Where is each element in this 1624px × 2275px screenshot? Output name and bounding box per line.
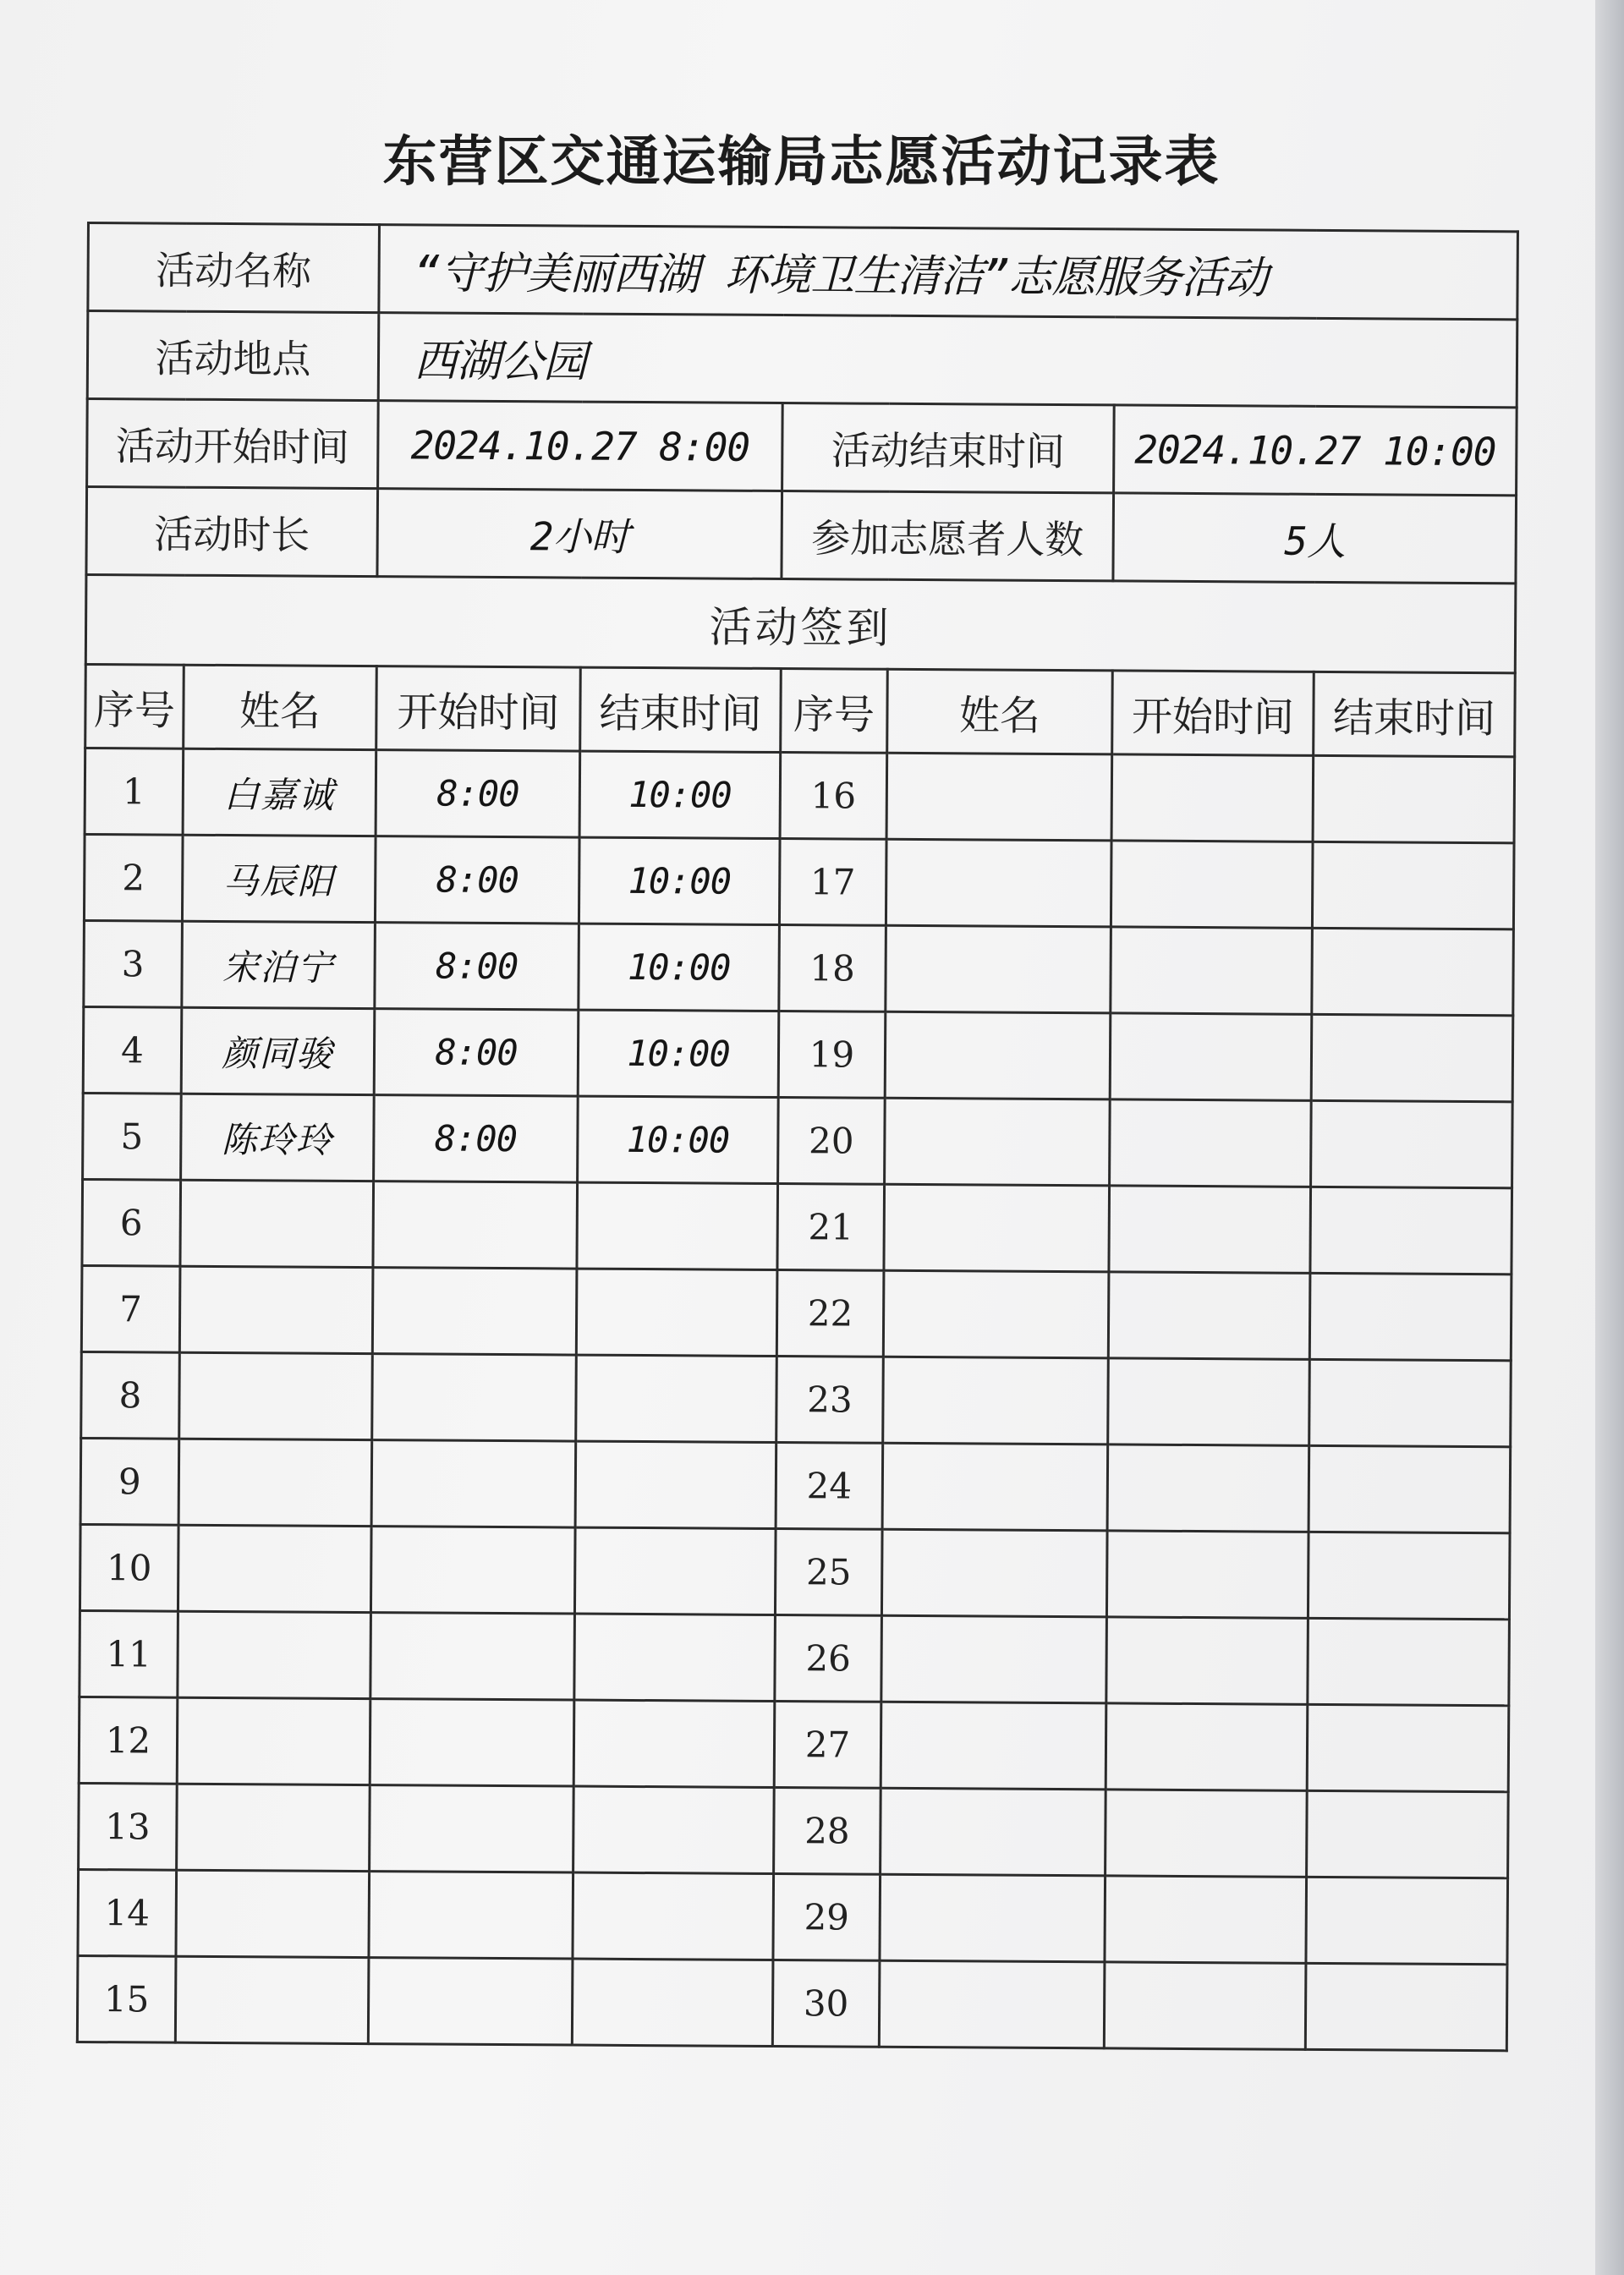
volunteer-end-time (576, 1355, 777, 1442)
volunteer-name (883, 1357, 1109, 1444)
volunteer-name (880, 1874, 1106, 1962)
volunteer-name (879, 1960, 1105, 2048)
row-times (87, 399, 1517, 496)
volunteer-end-time (1305, 1963, 1507, 2050)
volunteer-start-time (1105, 1876, 1307, 1963)
volunteer-no: 15 (77, 1955, 176, 2042)
volunteer-count-value: 5人 (1113, 493, 1517, 584)
start-time-value: 2024.10.27 8:00 (378, 401, 783, 491)
volunteer-start-time (1108, 1272, 1310, 1359)
volunteer-name (886, 753, 1112, 841)
table-row (82, 1179, 1512, 1274)
volunteer-no: 21 (777, 1184, 885, 1271)
activity-name-value: “守护美丽西湖 环境卫生清洁”志愿服务活动 (379, 225, 1518, 320)
location-value: 西湖公园 (378, 313, 1517, 408)
volunteer-name (881, 1529, 1107, 1617)
volunteer-name: 马辰阳 (182, 835, 376, 922)
volunteer-name: 白嘉诚 (183, 748, 376, 836)
volunteer-start-time (1106, 1531, 1309, 1618)
row-signin-title (85, 575, 1516, 673)
volunteer-name (179, 1352, 373, 1439)
volunteer-end-time (574, 1527, 776, 1614)
table-row (80, 1524, 1510, 1619)
info-section (85, 223, 1518, 757)
volunteer-no: 18 (779, 925, 886, 1012)
volunteer-name (884, 1184, 1110, 1272)
volunteer-no: 14 (78, 1869, 177, 1956)
volunteer-no: 16 (780, 753, 887, 840)
volunteer-end-time (1309, 1359, 1512, 1446)
header-start-left: 开始时间 (376, 666, 581, 751)
volunteer-name (883, 1270, 1109, 1358)
header-start-right: 开始时间 (1112, 671, 1314, 755)
volunteer-end-time (1306, 1877, 1508, 1964)
volunteer-end-time: 10:00 (578, 1010, 779, 1097)
table-row (85, 748, 1515, 842)
volunteer-start-time (1111, 754, 1314, 841)
volunteer-name (886, 839, 1111, 927)
volunteer-start-time (370, 1613, 575, 1700)
volunteer-end-time (1309, 1273, 1512, 1360)
volunteer-end-time (1311, 1014, 1513, 1101)
header-end-left: 结束时间 (580, 667, 782, 752)
header-no-left: 序号 (85, 664, 184, 748)
volunteer-end-time (1307, 1790, 1509, 1878)
activity-name-label: 活动名称 (88, 223, 380, 313)
volunteer-name (178, 1611, 371, 1698)
record-form (76, 222, 1517, 2062)
volunteer-no: 12 (79, 1697, 178, 1784)
row-location (87, 311, 1517, 408)
volunteer-start-time (371, 1440, 576, 1527)
start-time-label: 活动开始时间 (87, 399, 379, 489)
table-row (84, 834, 1514, 929)
volunteer-no: 9 (80, 1438, 179, 1525)
duration-value: 2小时 (377, 489, 782, 579)
volunteer-no: 29 (773, 1873, 881, 1960)
header-end-right: 结束时间 (1314, 672, 1516, 756)
volunteer-no: 2 (84, 834, 183, 921)
volunteer-start-time (1111, 841, 1313, 928)
table-row (79, 1783, 1509, 1878)
volunteer-start-time (372, 1268, 577, 1355)
volunteer-end-time (575, 1441, 776, 1528)
volunteer-start-time (1110, 1013, 1312, 1100)
volunteer-name (886, 925, 1111, 1013)
volunteer-start-time (1104, 1962, 1306, 2049)
volunteer-start-time (1106, 1617, 1309, 1704)
signin-header-row (85, 664, 1516, 756)
volunteer-no: 11 (80, 1610, 178, 1697)
volunteer-no: 28 (774, 1787, 881, 1874)
record-table (76, 222, 1519, 2052)
row-activity-name (88, 223, 1518, 320)
volunteer-name (885, 1011, 1111, 1099)
end-time-value: 2024.10.27 10:00 (1114, 405, 1517, 496)
volunteer-end-time (1308, 1618, 1510, 1705)
volunteer-end-time (1308, 1532, 1510, 1619)
volunteer-name (881, 1615, 1107, 1703)
table-row (80, 1438, 1511, 1532)
row-duration (86, 487, 1517, 584)
volunteer-name: 宋泊宁 (182, 921, 376, 1008)
volunteer-start-time (370, 1699, 574, 1786)
volunteer-no: 3 (84, 920, 183, 1007)
volunteer-start-time (370, 1785, 574, 1872)
signin-section-title: 活动签到 (85, 575, 1516, 673)
volunteer-no: 24 (776, 1443, 883, 1530)
volunteer-end-time (574, 1614, 776, 1701)
table-row (77, 1955, 1507, 2050)
volunteer-name (180, 1180, 374, 1267)
volunteer-name (176, 1870, 370, 1957)
volunteer-end-time (1309, 1445, 1511, 1532)
volunteer-end-time (573, 1872, 774, 1960)
volunteer-start-time: 8:00 (374, 1009, 579, 1096)
volunteer-no: 10 (80, 1524, 178, 1611)
volunteer-end-time (576, 1269, 777, 1356)
volunteer-no: 30 (772, 1960, 880, 2047)
volunteer-name: 陈玲玲 (181, 1094, 375, 1181)
paper-edge-shadow (1595, 0, 1624, 2275)
table-row (79, 1697, 1509, 1791)
table-row (80, 1610, 1510, 1705)
table-row (83, 1006, 1513, 1101)
volunteer-start-time (1109, 1186, 1311, 1273)
volunteer-start-time (373, 1181, 578, 1269)
volunteer-start-time (368, 1958, 573, 2045)
table-row (81, 1265, 1512, 1360)
table-row (84, 920, 1514, 1015)
volunteer-no: 7 (81, 1265, 180, 1352)
header-no-right: 序号 (781, 669, 888, 754)
volunteer-end-time (573, 1786, 775, 1873)
volunteer-end-time (1313, 755, 1515, 842)
volunteer-no: 22 (776, 1270, 884, 1357)
volunteer-end-time: 10:00 (578, 1096, 779, 1183)
volunteer-end-time (1311, 1100, 1513, 1187)
volunteer-end-time: 10:00 (579, 837, 780, 924)
volunteer-start-time (369, 1872, 573, 1959)
volunteer-start-time: 8:00 (375, 923, 579, 1010)
volunteer-end-time (577, 1182, 778, 1269)
volunteer-no: 5 (83, 1093, 182, 1180)
volunteer-no: 8 (81, 1351, 180, 1439)
volunteer-no: 17 (779, 839, 886, 926)
form-title: 东营区交通运输局志愿活动记录表 (382, 130, 1221, 194)
volunteer-start-time (370, 1527, 575, 1614)
volunteer-no: 1 (85, 748, 184, 835)
volunteer-no: 26 (775, 1614, 882, 1702)
table-row (78, 1869, 1508, 1964)
volunteer-name (178, 1525, 371, 1612)
volunteer-start-time (1110, 1099, 1312, 1187)
table-row (83, 1093, 1513, 1187)
volunteer-start-time: 8:00 (375, 836, 579, 924)
location-label: 活动地点 (87, 311, 379, 401)
volunteer-name (881, 1702, 1106, 1790)
volunteer-name (179, 1266, 373, 1353)
volunteer-start-time (1106, 1703, 1308, 1790)
volunteer-no: 23 (776, 1357, 884, 1444)
volunteer-no: 19 (778, 1011, 886, 1099)
volunteer-end-time: 10:00 (579, 924, 780, 1011)
volunteer-name (175, 1956, 369, 2043)
end-time-label: 活动结束时间 (782, 403, 1115, 493)
header-name-left: 姓名 (184, 665, 377, 749)
volunteer-start-time (1106, 1790, 1308, 1877)
volunteer-name (882, 1443, 1108, 1531)
volunteer-no: 25 (775, 1529, 882, 1616)
volunteer-name (885, 1098, 1111, 1186)
volunteer-count-label: 参加志愿者人数 (782, 491, 1114, 581)
volunteer-name (177, 1697, 370, 1784)
volunteer-name: 颜同骏 (181, 1007, 375, 1094)
volunteer-end-time (572, 1959, 773, 2046)
volunteer-name (178, 1439, 372, 1526)
volunteer-end-time (1310, 1187, 1512, 1274)
table-row (81, 1351, 1512, 1446)
volunteer-end-time (1307, 1704, 1509, 1791)
volunteer-no: 13 (79, 1783, 178, 1870)
volunteer-start-time (1107, 1444, 1309, 1532)
volunteer-end-time (573, 1700, 775, 1787)
volunteer-start-time: 8:00 (374, 1095, 579, 1182)
volunteer-end-time (1312, 841, 1514, 929)
volunteer-name (881, 1788, 1106, 1876)
volunteer-end-time (1312, 928, 1514, 1015)
volunteer-no: 20 (778, 1098, 886, 1185)
volunteer-start-time (1111, 927, 1313, 1014)
volunteer-no: 27 (774, 1701, 881, 1788)
volunteer-start-time (372, 1354, 577, 1441)
volunteer-start-time (1108, 1358, 1310, 1445)
signin-rows (77, 748, 1514, 2050)
volunteer-start-time: 8:00 (376, 750, 580, 837)
volunteer-no: 6 (82, 1179, 181, 1266)
duration-label: 活动时长 (86, 487, 378, 577)
volunteer-name (177, 1784, 370, 1871)
volunteer-end-time: 10:00 (579, 751, 781, 838)
volunteer-no: 4 (83, 1006, 182, 1094)
header-name-right: 姓名 (887, 669, 1113, 754)
